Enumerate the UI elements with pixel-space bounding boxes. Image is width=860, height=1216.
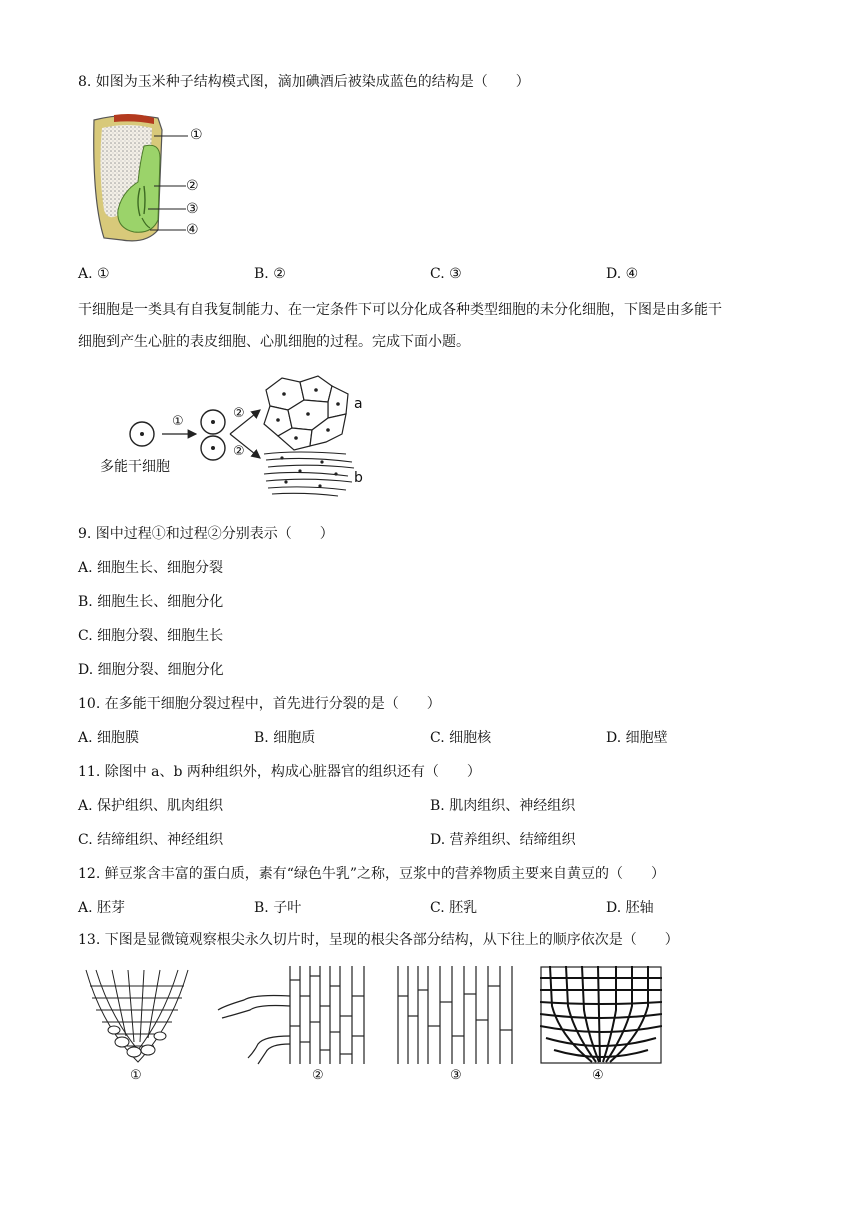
root-caption-2: ② [312,1068,324,1083]
q12-option-b[interactable]: B. 子叶 [254,900,302,916]
tissue-b-label: b [354,470,363,486]
seed-label-4: ④ [186,222,199,238]
seed-label-2: ② [186,178,199,194]
q10-option-b[interactable]: B. 细胞质 [254,730,316,746]
q12-option-d[interactable]: D. 胚轴 [606,900,654,916]
step-2a-label: ② [233,406,245,421]
root-caption-1: ① [130,1068,142,1083]
q8-stem: 8. 如图为玉米种子结构模式图，滴加碘酒后被染成蓝色的结构是（ ） [78,74,530,90]
intro-line-2: 细胞到产生心脏的表皮细胞、心肌细胞的过程。完成下面小题。 [78,334,470,350]
q10-stem: 10. 在多能干细胞分裂过程中，首先进行分裂的是（ ） [78,696,441,712]
q12-option-a[interactable]: A. 胚芽 [78,900,126,916]
root-caption-4: ④ [592,1068,604,1083]
corn-seed-figure [86,110,226,250]
q9-option-a[interactable]: A. 细胞生长、细胞分裂 [78,560,224,576]
root-tip-figure-4 [540,966,662,1064]
q13-stem: 13. 下图是显微镜观察根尖永久切片时，呈现的根尖各部分结构，从下往上的顺序依次是（ ） [78,932,679,948]
root-tip-figure-2 [214,966,374,1066]
q9-option-b[interactable]: B. 细胞生长、细胞分化 [78,594,224,610]
q9-option-c[interactable]: C. 细胞分裂、细胞生长 [78,628,224,644]
q11-option-d[interactable]: D. 营养组织、结缔组织 [430,832,576,848]
q10-option-a[interactable]: A. 细胞膜 [78,730,140,746]
tissue-a-label: a [354,396,363,412]
stem-cell-figure [96,370,376,505]
root-tip-figure-3 [394,966,520,1066]
q8-option-b[interactable]: B. ② [254,266,286,282]
q11-stem: 11. 除图中 a、b 两种组织外，构成心脏器官的组织还有（ ） [78,764,481,780]
root-tip-figure-1 [82,966,192,1066]
q11-option-c[interactable]: C. 结缔组织、神经组织 [78,832,224,848]
q9-option-d[interactable]: D. 细胞分裂、细胞分化 [78,662,224,678]
q11-option-b[interactable]: B. 肌肉组织、神经组织 [430,798,576,814]
q12-stem: 12. 鲜豆浆含丰富的蛋白质，素有“绿色牛乳”之称，豆浆中的营养物质主要来自黄豆的（ ） [78,866,666,882]
q10-option-c[interactable]: C. 细胞核 [430,730,492,746]
q10-option-d[interactable]: D. 细胞壁 [606,730,668,746]
step-2b-label: ② [233,444,245,459]
q8-option-d[interactable]: D. ④ [606,266,639,282]
seed-label-1: ① [190,127,203,143]
q11-option-a[interactable]: A. 保护组织、肌肉组织 [78,798,224,814]
step-1-label: ① [172,414,184,429]
seed-label-3: ③ [186,201,199,217]
q12-option-c[interactable]: C. 胚乳 [430,900,478,916]
root-caption-3: ③ [450,1068,462,1083]
intro-line-1: 干细胞是一类具有自我复制能力、在一定条件下可以分化成各种类型细胞的未分化细胞，下图是由多能干 [78,302,722,318]
stem-cell-label: 多能干细胞 [100,459,170,475]
q9-stem: 9. 图中过程①和过程②分别表示（ ） [78,526,334,542]
q8-option-c[interactable]: C. ③ [430,266,462,282]
q8-option-a[interactable]: A. ① [78,266,110,282]
